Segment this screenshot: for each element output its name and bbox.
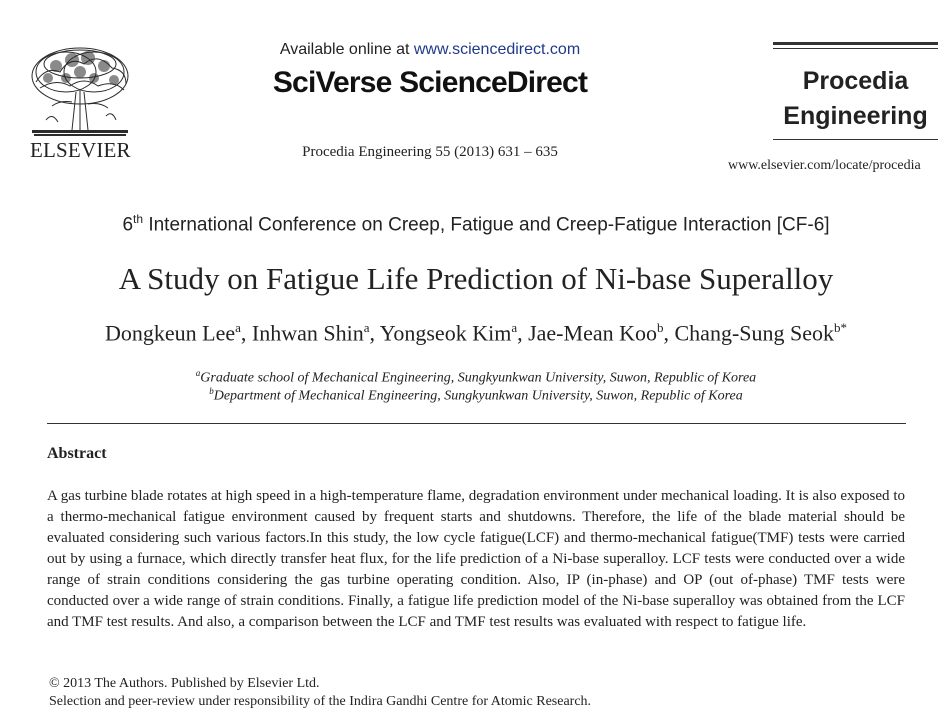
affiliation-b: [0, 386, 952, 405]
affiliation-text: Department of Mechanical Engineering, Sungkyunkwan University, Suwon, Republic of Korea: [213, 388, 743, 404]
journal-title-line2: Engineering: [783, 102, 928, 130]
journal-title-line1: Procedia: [802, 67, 909, 95]
abstract-heading: Abstract: [47, 445, 107, 462]
affiliation-text: Graduate school of Mechanical Engineering, Sungkyunkwan University, Suwon, Republic of Korea: [200, 370, 757, 386]
journal-title-box: [773, 64, 938, 134]
author-name: Chang-Sung Seok: [674, 320, 834, 346]
conference-name: International Conference on Creep, Fatigue and Creep-Fatigue Interaction [CF-6]: [143, 214, 830, 236]
author-separator: ,: [369, 320, 380, 346]
peer-review-notice: Selection and peer-review under responsibility of the Indira Gandhi Centre for Atomic Research.: [49, 694, 592, 709]
sciverse-sciencedirect-logo: SciVerse ScienceDirect: [272, 66, 588, 99]
copyright-notice: © 2013 The Authors. Published by Elsevier Ltd.: [49, 676, 320, 691]
author-separator: ,: [663, 320, 675, 346]
journal-homepage-link[interactable]: www.elsevier.com/locate/procedia: [728, 158, 921, 173]
abstract-body: A gas turbine blade rotates at high speed in a high-temperature flame, degradation environment under mechanical loading. It is also exposed to a thermo-mechanical fatigue environment caused by frequent starts and shutdowns. Therefore, the life of the blade material should be evaluated considering such various factors.In this study, the low cycle fatigue(LCF) and thermo-mechanical fatigue(TMF) tests were carried out by using a furnace, which directly transfer heat flux, for the life prediction of a Ni-base superalloy. LCF tests were conducted over a wide range of strain conditions considering the gas turbine operating condition. Also, IP (in-phase) and OP (out of-phase) TMF tests were conducted over a wide range of strain conditions. Finally, a fatigue life prediction model of the Ni-base superalloy was obtained from the LCF and TMF test results. And also, a comparison between the LCF and TMF test results was evaluated with respect to fatigue life.: [47, 488, 905, 630]
journal-box-bottom-rule: [773, 139, 938, 140]
author-name: Dongkeun Lee: [104, 320, 236, 346]
paper-title: A Study on Fatigue Life Prediction of Ni-base Superalloy: [118, 261, 834, 296]
author-name: Inhwan Shin: [251, 320, 364, 346]
conference-number: 6: [122, 214, 134, 236]
elsevier-wordmark: ELSEVIER: [30, 138, 131, 162]
author-affiliation-mark: b: [657, 320, 664, 335]
available-prefix: Available online at: [279, 41, 414, 58]
journal-box-top-rule: [773, 42, 938, 45]
sciencedirect-link[interactable]: www.sciencedirect.com: [413, 41, 581, 58]
author-separator: ,: [240, 320, 252, 346]
affiliation-a: [0, 368, 952, 387]
section-divider: [47, 423, 906, 424]
author-list: [0, 320, 952, 346]
affiliation-mark: a: [195, 368, 201, 378]
conference-ordinal-suffix: th: [133, 212, 144, 226]
author-separator: ,: [517, 320, 529, 346]
author-name: Jae-Mean Koo: [528, 320, 657, 346]
available-online-line: [220, 41, 640, 59]
affiliation-mark: b: [209, 386, 214, 396]
author-affiliation-mark: a: [235, 320, 241, 335]
author-affiliation-mark: b*: [834, 320, 847, 335]
journal-box-top-rule-thin: [773, 48, 938, 49]
journal-citation: Procedia Engineering 55 (2013) 631 – 635: [302, 144, 558, 160]
author-name: Yongseok Kim: [379, 320, 512, 346]
author-affiliation-mark: a: [363, 320, 370, 335]
conference-line: [0, 212, 952, 236]
author-affiliation-mark: a: [511, 320, 518, 335]
elsevier-tree-logo: [26, 42, 134, 138]
